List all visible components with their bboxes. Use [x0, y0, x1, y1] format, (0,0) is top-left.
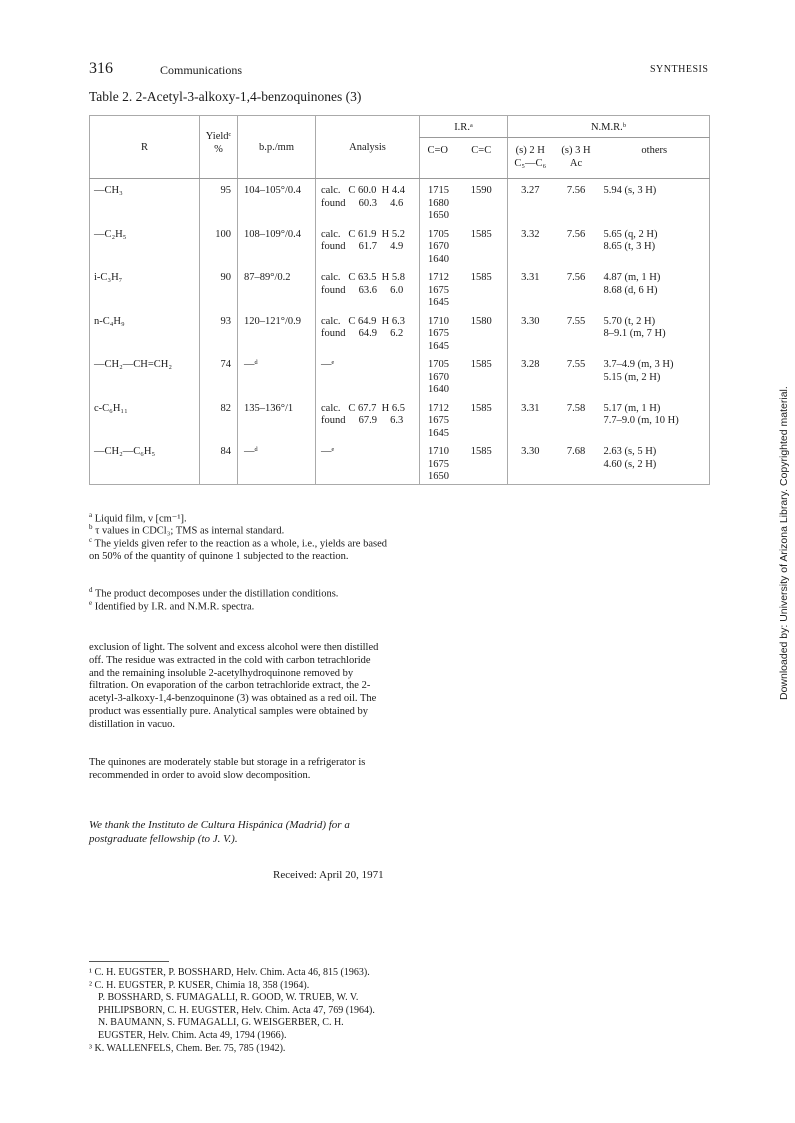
- cell-yield: 74: [200, 353, 238, 397]
- cell-others: 2.63 (s, 5 H) 4.60 (s, 2 H): [603, 446, 657, 470]
- cell-s2h: 3.31: [508, 397, 553, 441]
- cell-yield: 100: [200, 223, 238, 267]
- table-row: [90, 310, 710, 354]
- cell-s2h: 3.28: [508, 353, 553, 397]
- cell-s3h: 7.55: [566, 315, 586, 327]
- cell-s3h: 7.56: [566, 185, 586, 196]
- cell-others: 5.70 (t, 2 H) 8–9.1 (m, 7 H): [603, 315, 666, 339]
- cell-analysis: calc. C 67.7 H 6.5 found 67.9 6.3: [316, 397, 420, 441]
- footnote-c: $^c$ The yields given refer to the reaction as a whole, i.e., yields are based on 50% of the quantity of quinone 1 subjected to the reaction.: [89, 536, 387, 562]
- footnote-e: $^e$ Identified by I.R. and N.M.R. spectra.: [89, 599, 255, 613]
- cell-analysis: calc. C 60.0 H 4.4 found 60.3 4.6: [316, 179, 420, 223]
- table-row: [90, 397, 710, 441]
- download-watermark: Downloaded by: University of Arizona Library. Copyrighted material.: [778, 386, 790, 700]
- cell-r: —CH₂—CH=CH₂: [94, 359, 173, 370]
- cell-cc: 1585: [470, 446, 492, 457]
- table-caption: Table 2. 2-Acetyl-3-alkoxy-1,4-benzoquinones (3): [89, 89, 362, 104]
- col-header-cc: C=C: [456, 138, 508, 179]
- cell-r: c-C₆H₁₁: [94, 402, 128, 414]
- cell-yield: 84: [200, 440, 238, 484]
- page-number: 316: [89, 60, 113, 77]
- cell-co: 1712 1675 1645: [420, 266, 456, 310]
- body-paragraph-1: exclusion of light. The solvent and excess alcohol were then distilled off. The residue was extracted in the cold with carbon tetrachloride and the remaining insoluble 2-acetylhydroquinone removed by filtration. On evaporation of the carbon tetrachloride extract, the 2-acetyl-3-alkoxy-1,4-benzoquinone (3) was obtained as a red oil. The product was essentially pure. Analytical samples were obtained by distillation in vacuo.: [89, 642, 379, 730]
- table-body: [90, 179, 710, 485]
- reference-2c: N. BAUMANN, S. FUMAGALLI, G. WEISGERBER, C. H. EUGSTER, Helv. Chim. Acta 49, 1794 (1966).: [98, 1017, 344, 1041]
- cell-s2h: 3.30: [508, 310, 553, 354]
- cell-cc: 1585: [470, 402, 492, 414]
- cell-s2h: 3.32: [508, 223, 553, 267]
- cell-analysis: calc. C 61.9 H 5.2 found 61.7 4.9: [316, 223, 420, 267]
- cell-co: 1710 1675 1650: [420, 440, 456, 484]
- cell-co: 1712 1675 1645: [420, 397, 456, 441]
- reference-2: ² C. H. EUGSTER, P. KUSER, Chimia 18, 358 (1964).: [89, 979, 310, 991]
- journal-name: SYNTHESIS: [650, 64, 709, 75]
- cell-yield: 82: [200, 397, 238, 441]
- cell-s2h: 3.30: [508, 440, 553, 484]
- cell-others: 4.87 (m, 1 H) 8.68 (d, 6 H): [603, 272, 661, 296]
- cell-s3h: 7.56: [566, 272, 586, 283]
- cell-r: —C₂H₅: [94, 228, 127, 240]
- cell-analysis: —ᵉ: [316, 440, 420, 484]
- cell-cc: 1585: [470, 359, 492, 370]
- cell-co: 1715 1680 1650: [420, 179, 456, 223]
- cell-cc: 1585: [470, 272, 492, 283]
- footnote-d: $^d$ The product decomposes under the distillation conditions.: [89, 586, 339, 600]
- footnote-b: $^b$ τ values in CDCl₃; TMS as internal standard.: [89, 523, 285, 537]
- cell-others: 3.7–4.9 (m, 3 H) 5.15 (m, 2 H): [603, 359, 674, 383]
- table-row: [90, 440, 710, 484]
- cell-bp: 135–136°/1: [238, 397, 316, 441]
- nmr-group-header: N.M.R.ᵇ: [508, 116, 710, 138]
- cell-co: 1710 1675 1645: [420, 310, 456, 354]
- cell-co: 1705 1670 1640: [420, 223, 456, 267]
- cell-co: 1705 1670 1640: [420, 353, 456, 397]
- reference-2b: P. BOSSHARD, S. FUMAGALLI, R. GOOD, W. TRUEB, W. V. PHILIPSBORN, C. H. EUGSTER, Helv. Chim. Acta 47, 769 (1964).: [98, 992, 375, 1016]
- cell-bp: —ᵈ: [238, 440, 316, 484]
- cell-cc: 1585: [470, 228, 492, 240]
- col-header-yield: Yieldᶜ %: [200, 116, 238, 179]
- cell-analysis: calc. C 64.9 H 6.3 found 64.9 6.2: [316, 310, 420, 354]
- cell-bp: 120–121°/0.9: [238, 310, 316, 354]
- cell-bp: 104–105°/0.4: [238, 179, 316, 223]
- cell-yield: 95: [200, 179, 238, 223]
- cell-analysis: —ᵉ: [316, 353, 420, 397]
- cell-cc: 1580: [470, 315, 492, 327]
- received-date: Received: April 20, 1971: [273, 869, 384, 881]
- table-row: [90, 266, 710, 310]
- data-table: [89, 115, 710, 485]
- col-header-bp: b.p./mm: [238, 116, 316, 179]
- cell-yield: 93: [200, 310, 238, 354]
- cell-cc: 1590: [470, 185, 492, 196]
- reference-divider: [89, 961, 169, 962]
- cell-s2h: 3.31: [508, 266, 553, 310]
- cell-s3h: 7.58: [566, 402, 586, 414]
- col-header-co: C=O: [420, 138, 456, 179]
- table-row: [90, 353, 710, 397]
- cell-others: 5.65 (q, 2 H) 8.65 (t, 3 H): [603, 228, 658, 252]
- cell-bp: 108–109°/0.4: [238, 223, 316, 267]
- cell-bp: 87–89°/0.2: [238, 266, 316, 310]
- cell-others: 5.94 (s, 3 H): [603, 185, 657, 196]
- footnote-a: $^a$ Liquid film, ν [cm⁻¹].: [89, 511, 187, 525]
- cell-analysis: calc. C 63.5 H 5.8 found 63.6 6.0: [316, 266, 420, 310]
- cell-s2h: 3.27: [508, 179, 553, 223]
- col-header-r: R: [90, 116, 200, 179]
- cell-r: n-C₄H₉: [94, 315, 125, 327]
- acknowledgement: We thank the Instituto de Cultura Hispánica (Madrid) for a postgraduate fellowship (to J. V.).: [89, 819, 350, 845]
- cell-bp: —ᵈ: [238, 353, 316, 397]
- cell-s3h: 7.68: [566, 446, 586, 457]
- reference-1: ¹ C. H. EUGSTER, P. BOSSHARD, Helv. Chim. Acta 46, 815 (1963).: [89, 967, 370, 978]
- cell-r: i-C₃H₇: [94, 272, 123, 283]
- cell-r: —CH₂—C₆H₅: [94, 446, 156, 457]
- table-row: [90, 223, 710, 267]
- col-header-analysis: Analysis: [316, 116, 420, 179]
- cell-s3h: 7.55: [566, 359, 586, 370]
- section-title: Communications: [160, 63, 242, 77]
- col-header-s2h: (s) 2 H C₅—C₆: [508, 138, 553, 179]
- cell-yield: 90: [200, 266, 238, 310]
- references: [89, 967, 389, 1055]
- col-header-s3h: (s) 3 H Ac: [553, 138, 600, 179]
- col-header-others: others: [600, 138, 710, 179]
- body-paragraph-2: The quinones are moderately stable but storage in a refrigerator is recommended in order to avoid slow decomposition.: [89, 757, 366, 781]
- ir-group-header: I.R.ᵃ: [420, 116, 508, 138]
- cell-others: 5.17 (m, 1 H) 7.7–9.0 (m, 10 H): [603, 402, 679, 426]
- cell-s3h: 7.56: [566, 228, 586, 240]
- reference-3: ³ K. WALLENFELS, Chem. Ber. 75, 785 (1942).: [89, 1042, 286, 1054]
- cell-r: —CH₃: [94, 185, 123, 196]
- table-row: [90, 179, 710, 223]
